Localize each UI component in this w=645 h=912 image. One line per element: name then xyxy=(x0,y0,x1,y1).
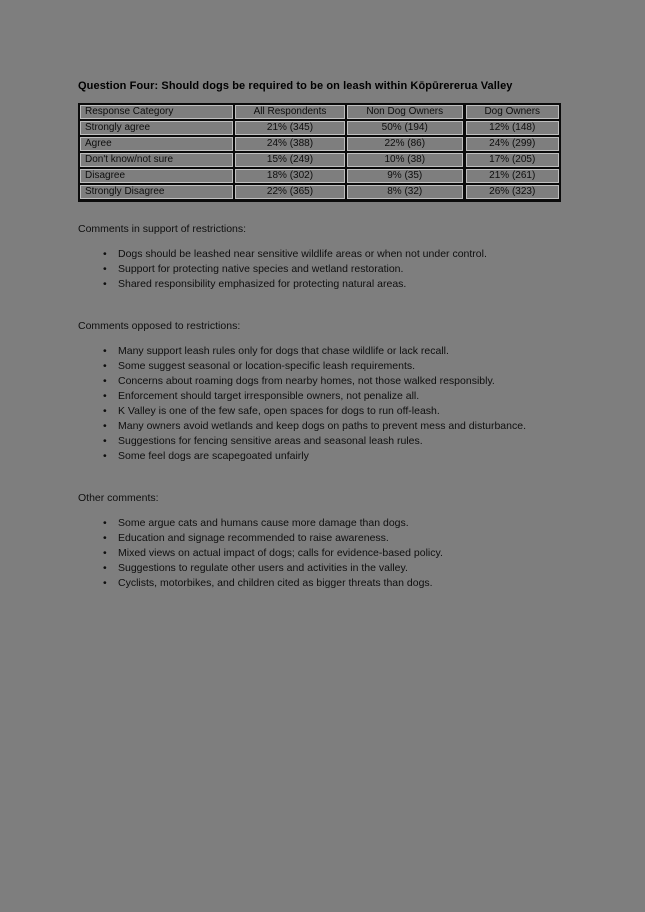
table-row xyxy=(79,152,560,168)
response-category-cell: Agree xyxy=(79,136,234,152)
value-cell: 15% (249) xyxy=(234,152,346,168)
document-content xyxy=(78,80,578,619)
bullet-icon: • xyxy=(103,420,107,432)
value-cell: 24% (299) xyxy=(464,136,560,152)
bullet-item xyxy=(78,247,578,262)
bullet-icon: • xyxy=(103,360,107,372)
bullet-list xyxy=(78,344,578,464)
bullet-text: Suggestions for fencing sensitive areas and seasonal leash rules. xyxy=(118,435,423,447)
bullet-text: Concerns about roaming dogs from nearby homes, not those walked responsibly. xyxy=(118,375,495,387)
bullet-icon: • xyxy=(103,405,107,417)
header-cell: Dog Owners xyxy=(464,104,560,120)
bullet-text: Mixed views on actual impact of dogs; calls for evidence-based policy. xyxy=(118,547,443,559)
table-row xyxy=(79,184,560,201)
bullet-item xyxy=(78,277,578,292)
response-category-cell: Disagree xyxy=(79,168,234,184)
bullet-icon: • xyxy=(103,517,107,529)
value-cell: 8% (32) xyxy=(346,184,464,201)
bullet-text: Support for protecting native species and wetland restoration. xyxy=(118,263,404,275)
value-cell: 26% (323) xyxy=(464,184,560,201)
response-category-cell: Strongly Disagree xyxy=(79,184,234,201)
table-row xyxy=(79,168,560,184)
bullet-item xyxy=(78,561,578,576)
comment-section xyxy=(78,492,578,591)
value-cell: 24% (388) xyxy=(234,136,346,152)
value-cell: 21% (261) xyxy=(464,168,560,184)
table-row xyxy=(79,136,560,152)
table-header-row xyxy=(79,104,560,120)
value-cell: 12% (148) xyxy=(464,120,560,136)
value-cell: 21% (345) xyxy=(234,120,346,136)
bullet-text: Shared responsibility emphasized for protecting natural areas. xyxy=(118,278,407,290)
value-cell: 18% (302) xyxy=(234,168,346,184)
bullet-text: Many support leash rules only for dogs that chase wildlife or lack recall. xyxy=(118,345,449,357)
bullet-text: Dogs should be leashed near sensitive wildlife areas or when not under control. xyxy=(118,248,487,260)
bullet-item xyxy=(78,262,578,277)
bullet-item xyxy=(78,404,578,419)
value-cell: 10% (38) xyxy=(346,152,464,168)
comment-section xyxy=(78,320,578,464)
bullet-text: Some suggest seasonal or location-specific leash requirements. xyxy=(118,360,416,372)
bullet-icon: • xyxy=(103,562,107,574)
bullet-icon: • xyxy=(103,577,107,589)
bullet-item xyxy=(78,546,578,561)
bullet-icon: • xyxy=(103,390,107,402)
bullet-text: Suggestions to regulate other users and activities in the valley. xyxy=(118,562,408,574)
survey-results-table xyxy=(78,103,561,202)
bullet-text: Some feel dogs are scapegoated unfairly xyxy=(118,450,309,462)
table-body xyxy=(79,120,560,201)
section-heading: Comments opposed to restrictions: xyxy=(78,320,241,332)
bullet-icon: • xyxy=(103,375,107,387)
header-cell: Response Category xyxy=(79,104,234,120)
bullet-item xyxy=(78,419,578,434)
bullet-item xyxy=(78,434,578,449)
bullet-item xyxy=(78,344,578,359)
bullet-item xyxy=(78,516,578,531)
section-heading: Comments in support of restrictions: xyxy=(78,223,247,235)
bullet-text: Cyclists, motorbikes, and children cited as bigger threats than dogs. xyxy=(118,577,433,589)
response-category-cell: Strongly agree xyxy=(79,120,234,136)
bullet-icon: • xyxy=(103,532,107,544)
bullet-text: Enforcement should target irresponsible owners, not penalize all. xyxy=(118,390,420,402)
bullet-item xyxy=(78,389,578,404)
section-heading: Other comments: xyxy=(78,492,159,504)
bullet-text: Some argue cats and humans cause more damage than dogs. xyxy=(118,517,409,529)
value-cell: 22% (86) xyxy=(346,136,464,152)
bullet-icon: • xyxy=(103,248,107,260)
bullet-item xyxy=(78,374,578,389)
bullet-icon: • xyxy=(103,450,107,462)
value-cell: 22% (365) xyxy=(234,184,346,201)
bullet-icon: • xyxy=(103,345,107,357)
bullet-item xyxy=(78,531,578,546)
question-title: Question Four: Should dogs be required to be on leash within Kōpūrererua Valley xyxy=(78,80,513,92)
bullet-icon: • xyxy=(103,263,107,275)
comment-section xyxy=(78,223,578,292)
table-row xyxy=(79,120,560,136)
bullet-text: K Valley is one of the few safe, open spaces for dogs to run off-leash. xyxy=(118,405,440,417)
value-cell: 17% (205) xyxy=(464,152,560,168)
bullet-item xyxy=(78,359,578,374)
bullet-list xyxy=(78,247,578,292)
bullet-item xyxy=(78,449,578,464)
bullet-text: Many owners avoid wetlands and keep dogs on paths to prevent mess and disturbance. xyxy=(118,420,526,432)
bullet-icon: • xyxy=(103,278,107,290)
bullet-icon: • xyxy=(103,435,107,447)
header-cell: Non Dog Owners xyxy=(346,104,464,120)
header-cell: All Respondents xyxy=(234,104,346,120)
response-category-cell: Don't know/not sure xyxy=(79,152,234,168)
bullet-text: Education and signage recommended to raise awareness. xyxy=(118,532,389,544)
bullet-icon: • xyxy=(103,547,107,559)
bullet-list xyxy=(78,516,578,591)
comment-sections xyxy=(78,223,578,591)
value-cell: 9% (35) xyxy=(346,168,464,184)
value-cell: 50% (194) xyxy=(346,120,464,136)
bullet-item xyxy=(78,576,578,591)
